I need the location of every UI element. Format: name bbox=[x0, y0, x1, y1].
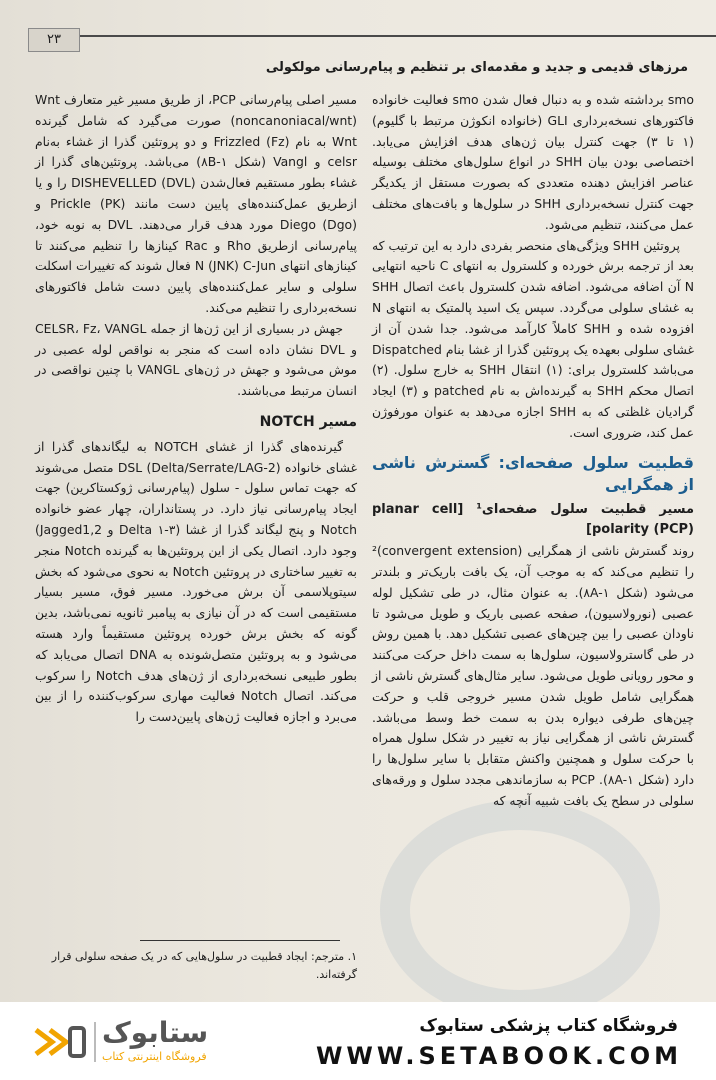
watermark-graphic bbox=[380, 800, 660, 1002]
page-number: ۲۳ bbox=[28, 28, 80, 52]
store-logo[interactable] bbox=[32, 1016, 262, 1068]
store-url[interactable]: WWW.SETABOOK.COM bbox=[315, 1042, 682, 1070]
paragraph: مسیر اصلی پیام‌رسانی PCP، از طریق مسیر غیر متعارف Wnt (noncanoniacal/wnt) صورت می‌گیرد که شامل گیرنده Wnt به نام Frizzled (Fz) و دو پروتئین گذرا از غشاء به‌نام celsr و Vangl (شکل ۸B-۱) می‌باشد. پروتئین‌های گذرا از غشاء بطور مستقیم فعال‌شدن (DVL) DISHEVELLED را و یا ازطریق عمل‌کننده‌های پایین دست مانند (PK) Prickle و (Dgo) Diego مورد هدف قرار می‌دهند. DVL به نوبه خود، پیام‌رسانی ازطریق Rho و Rac کینازها را تنظیم می‌کنند تا کینازهای انتهای N (JNK) C-Jun فعال شوند که تغییرات اسکلت سلولی و سایر عمل‌کننده‌های پایین دست شامل فاکتورهای نسخه‌برداری را تنظیم می‌کند. bbox=[35, 92, 357, 315]
paragraph: پروتئین SHH ویژگی‌های منحصر بفردی دارد به این ترتیب که بعد از ترجمه برش خورده و کلسترول به انتهای C ناحیه انتهایی N آن اضافه می‌شود. اضافه شدن کلسترول باعث اتصال SHH به غشای سلولی می‌گردد. سپس یک اسید پالمتیک به انتهای N افزوده شده و SHH کاملاً کارآمد می‌شود. جدا شدن آن از غشای سلولی بعهده یک پروتئین گذرا از غشا بنام Dispatched می‌باشد کلسترول برای: (۱) انتقال SHH به خارج سلول. (۲) اتصال محکم SHH به گیرنده‌اش به نام patched و (۳) ایجاد گرادیان غلظتی که به SHH اجازه می‌دهد به عنوان مورفوژن عمل کند، ضروری است. bbox=[372, 237, 695, 440]
store-footer bbox=[0, 1002, 716, 1080]
section-title: قطبیت سلول صفحه‌ای: گسترش ناشی از همگرایی bbox=[372, 452, 694, 494]
left-column bbox=[35, 90, 357, 728]
footnote: ۱. مترجم: ایجاد قطبیت در سلول‌هایی که در یک صفحه سلولی قرار گرفته‌اند. bbox=[51, 950, 357, 981]
store-title: فروشگاه کتاب پزشکی ستابوک bbox=[419, 1016, 678, 1036]
right-column bbox=[372, 90, 694, 812]
header-rule bbox=[28, 35, 716, 37]
paragraph: smo برداشته شده و به دنبال فعال شدن smo فعالیت خانواده فاکتورهای نسخه‌برداری GLI (خانواده انکوژن مرتبط با گلیوم) (۱ تا ۳) جهت کنترل بیان ژن‌های هدف افزایش می‌یابد. اختصاصی بودن بیان SHH در انواع سلول‌های مختلف بوسیله عناصر افزایش دهنده متعددی که بصورت مستقل از یکدیگر جهت کنترل نسخه‌برداری SHH در سلول‌ها و بافت‌های مختلف عمل می‌کنند، تنظیم می‌شود. bbox=[372, 92, 695, 232]
subsection-title: مسیر قطبیت سلول صفحه‌ای¹ [planar cell polarity (PCP)] bbox=[372, 501, 694, 538]
logo-mark-icon bbox=[32, 1022, 88, 1062]
section-title: مسیر NOTCH bbox=[259, 413, 357, 430]
paragraph: روند گسترش ناشی از همگرایی (convergent extension)² را تنظیم می‌کند که به موجب آن، یک بافت باریک‌تر و بلندتر می‌شود (شکل ۸A-۱). به عنوان مثال، در طی تشکیل لوله عصبی (نورولاسیون)، صفحه عصبی باریک و طویل می‌شود تا ناودان عصبی را بین چین‌های عصبی تشکیل دهد. با همین روش در طی گاسترولاسیون، سلول‌ها به سمت داخل حرکت می‌کنند و محور رویانی طویل می‌شود. سایر مثال‌های گسترش ناشی از همگرایی شامل طویل شدن مسیر خروجی قلب و حرکت چین‌های طرفی دیواره بدن به سمت خط وسط می‌باشد. گسترش ناشی از همگرایی نیاز به تغییر در شکل سلول همراه با حرکت سلول و همچنین واکنش متقابل با سایر سلول‌ها را دارد (شکل ۸A-۱). PCP به سازماندهی مجدد سلول و ورقه‌های سلولی در سطح یک بافت شبیه آنچه که bbox=[372, 543, 695, 808]
logo-separator bbox=[94, 1022, 96, 1062]
paragraph: گیرنده‌های گذرا از غشای NOTCH به لیگاندهای گذرا از غشای خانواده (Delta/Serrate/LAG-2) DSL متصل می‌شوند که جهت تماس سلول - سلول (پیام‌رسانی ژوکستاکرین) جهت ایجاد پیام‌رسانی نیاز دارد. در پستانداران، چهار عضو خانواده Notch و پنج لیگاند گذرا از غشا (۳-۱ Delta و Jagged1,2) وجود دارد. اتصال یکی از این پروتئین‌ها به گیرنده Notch منجر به تغییر ساختاری در پروتئین Notch به نحوی می‌شود که بخش سیتوپلاسمی آن برش می‌خورد. مسیر فوق، مسیر بسیار مستقیمی است که در آن نیازی به پیامبر ثانویه نمی‌باشد، بدین گونه که بخش برش خورده پروتئین مستقیماً وارد هسته می‌شود و به پروتئین متصل‌شونده به DNA اتصال می‌یابد که بطور طبیعی نسخه‌برداری از ژن‌های هدف Notch را سرکوب می‌کند. اتصال Notch فعالیت مهاری سرکوب‌کننده را از بین می‌برد و اجازه فعالیت ژن‌های پایین‌دست را bbox=[35, 438, 358, 725]
running-head: مرزهای قدیمی و جدید و مقدمه‌ای بر تنظیم و پیام‌رسانی مولکولی bbox=[265, 60, 688, 75]
logo-text: ستابوک bbox=[102, 1016, 209, 1049]
paragraph: جهش در بسیاری از این ژن‌ها از جمله CELSR، Fz، VANGL و DVL نشان داده است که منجر به نواقص لوله عصبی در موش می‌شود و جهش در ژن‌های VANGL با چنین نواقصی در انسان مرتبط می‌باشند. bbox=[35, 320, 357, 399]
logo-subtitle: فروشگاه اینترنتی کتاب bbox=[102, 1050, 207, 1063]
footnote-rule bbox=[140, 940, 340, 941]
